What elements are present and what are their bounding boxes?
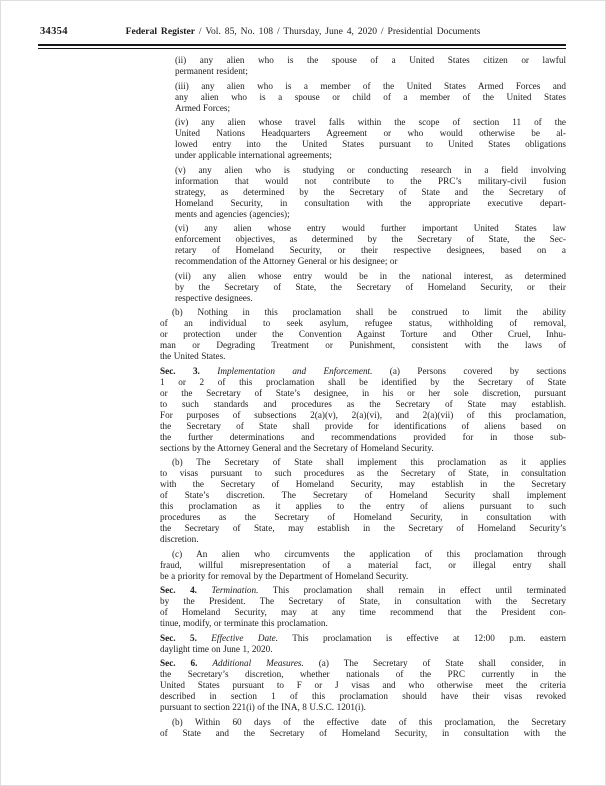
text-line: For purposes of subsections 2(a)(v), 2(a)(vi), and 2(a)(vii) of this proclamation,	[160, 409, 566, 420]
text-line: Sec. 6. Additional Measures. (a) The Secretary of State shall consider, in	[160, 658, 566, 668]
text-line: Sec. 3. Implementation and Enforcement. (a) Persons covered by sections	[160, 365, 567, 376]
paragraph-sec-6b	[160, 717, 566, 739]
text-line: Homeland Security, in consultation with the appropriate executive depart-	[175, 197, 566, 208]
text-line: information that would not contribute to the PRC’s military-civil fusion	[175, 175, 566, 186]
text-line: or protection under the Convention Against Torture and Other Cruel, Inhu-	[160, 329, 566, 339]
text-line: strategy, as determined by the Secretary of State and the Secretary of	[175, 186, 566, 197]
text-line: Armed Forces;	[175, 102, 231, 113]
text-line: permanent resident;	[175, 66, 248, 76]
text-line: of Homeland Security, may at any time recommend that the President con-	[160, 607, 566, 617]
text-line: (b) Nothing in this proclamation shall be construed to limit the ability	[172, 307, 566, 317]
paragraph-item-ii	[175, 55, 566, 77]
text-line: discretion.	[160, 534, 199, 544]
text-line: sections by the Attorney General and the Secretary of Homeland Security.	[160, 442, 434, 453]
text-line: Sec. 5. Effective Date. This proclamation is effective at 12:00 p.m. eastern	[160, 632, 566, 643]
text-line: (vi) any alien whose entry would further important United States law	[175, 223, 566, 233]
paragraph-sec-6	[160, 658, 566, 713]
paragraph-item-v	[175, 165, 566, 220]
journal-line	[40, 26, 566, 37]
text-line: tinue, modify, or terminate this proclamation.	[160, 618, 328, 628]
text-line: 1 or 2 of this proclamation shall be identified by the Secretary of State	[160, 376, 566, 387]
text-line: pursuant to section 221(i) of the INA, 8 U.S.C. 1201(i).	[160, 702, 366, 712]
text-line: the Secretary of State, may establish in the Secretary of Homeland Security’s	[160, 523, 566, 533]
text-line: procedures as the Secretary of Homeland Security, in consultation with	[160, 512, 566, 522]
text-line: United States pursuant to F or J visas and who otherwise meet the criteria	[160, 680, 566, 690]
text-line: the Secretary’s discretion, whether nationals of the PRC currently in the	[160, 669, 566, 679]
document-body	[160, 55, 566, 742]
text-line: the Secretary of State shall provide for identifications of aliens based on	[160, 420, 566, 431]
paragraph-sec-3b	[160, 457, 566, 545]
paragraph-sec-3	[160, 366, 566, 454]
paragraph-sec-5	[160, 633, 566, 655]
header-divider	[38, 44, 566, 49]
text-line: to visas pursuant to such procedures as the Secretary of State, in consultation	[160, 468, 566, 478]
text-line: man or Degrading Treatment or Punishment, consistent with the laws of	[160, 340, 566, 350]
text-line: of State and the Secretary of Homeland Security, in consultation with the	[160, 727, 566, 738]
text-line: lowed entry into the United States pursuant to United States obligations	[175, 139, 566, 149]
text-line: this proclamation as it applies to the entry of aliens pursuant to such	[160, 501, 566, 511]
text-line: Sec. 4. Termination. This proclamation shall remain in effect until terminated	[160, 585, 566, 595]
text-line: (iv) any alien whose travel falls within the scope of section 11 of the	[175, 117, 566, 127]
text-line: to such standards and procedures as the Secretary of State may establish.	[160, 398, 566, 409]
text-line: (v) any alien who is studying or conducting research in a field involving	[175, 164, 566, 175]
text-line: daylight time on June 1, 2020.	[160, 643, 273, 654]
journal-issue-info: / Vol. 85, No. 108 / Thursday, June 4, 2020 / Presidential Documents	[195, 26, 481, 37]
paragraph-item-iv	[175, 117, 566, 161]
text-line: with the Secretary of Homeland Security, may establish in the Secretary	[160, 479, 566, 489]
paragraph-item-vi	[175, 223, 566, 267]
text-line: United Nations Headquarters Agreement or who would otherwise be al-	[175, 128, 566, 138]
page-header	[40, 26, 566, 40]
text-line: by the Secretary of State, the Secretary of Homeland Security, or their	[175, 281, 566, 292]
text-line: or the Secretary of State’s designee, in his or her sole discretion, pursuant	[160, 387, 566, 398]
paragraph-sec-4	[160, 585, 566, 629]
text-line: respective designees.	[175, 292, 253, 303]
paragraph-sec-3c	[160, 549, 566, 582]
text-line: (b) Within 60 days of the effective date of this proclamation, the Secretary	[172, 716, 566, 727]
text-line: the United States.	[160, 351, 226, 361]
text-line: ments and agencies (agencies);	[175, 208, 290, 219]
paragraph-item-iii	[175, 81, 566, 114]
text-line: enforcement objectives, as determined by the Secretary of State, the Sec-	[175, 234, 566, 244]
paragraph-item-vii	[175, 271, 566, 304]
text-line: (c) An alien who circumvents the application of this proclamation through	[172, 548, 566, 559]
text-line: described in section 1 of this proclamation should have their visas revoked	[160, 691, 566, 701]
text-line: the further determinations and recommendations provided for in those sub-	[160, 431, 566, 442]
text-line: (iii) any alien who is a member of the United States Armed Forces and	[175, 80, 566, 91]
text-line: retary of Homeland Security, or their respective designees, based on a	[175, 245, 566, 255]
text-line: by the President. The Secretary of State, in consultation with the Secretary	[160, 596, 566, 606]
text-line: any alien who is a spouse or child of a member of the United States	[175, 91, 566, 102]
text-line: of State’s discretion. The Secretary of Homeland Security shall implement	[160, 490, 566, 500]
paragraph-para-2b	[160, 307, 566, 362]
text-line: be a priority for removal by the Department of Homeland Security.	[160, 570, 409, 581]
text-line: (ii) any alien who is the spouse of a United States citizen or lawful	[175, 55, 566, 65]
text-line: (b) The Secretary of State shall implement this proclamation as it applies	[172, 457, 566, 467]
text-line: recommendation of the Attorney General or his designee; or	[175, 256, 398, 266]
text-line: (vii) any alien whose entry would be in the national interest, as determined	[175, 270, 566, 281]
text-line: fraud, willful misrepresentation of a material fact, or illegal entry shall	[160, 559, 566, 570]
text-line: of an individual to seek asylum, refugee status, withholding of removal,	[160, 318, 566, 328]
journal-name: Federal Register	[125, 26, 196, 37]
page-number: 34354	[40, 26, 68, 37]
text-line: under applicable international agreements;	[175, 150, 332, 160]
